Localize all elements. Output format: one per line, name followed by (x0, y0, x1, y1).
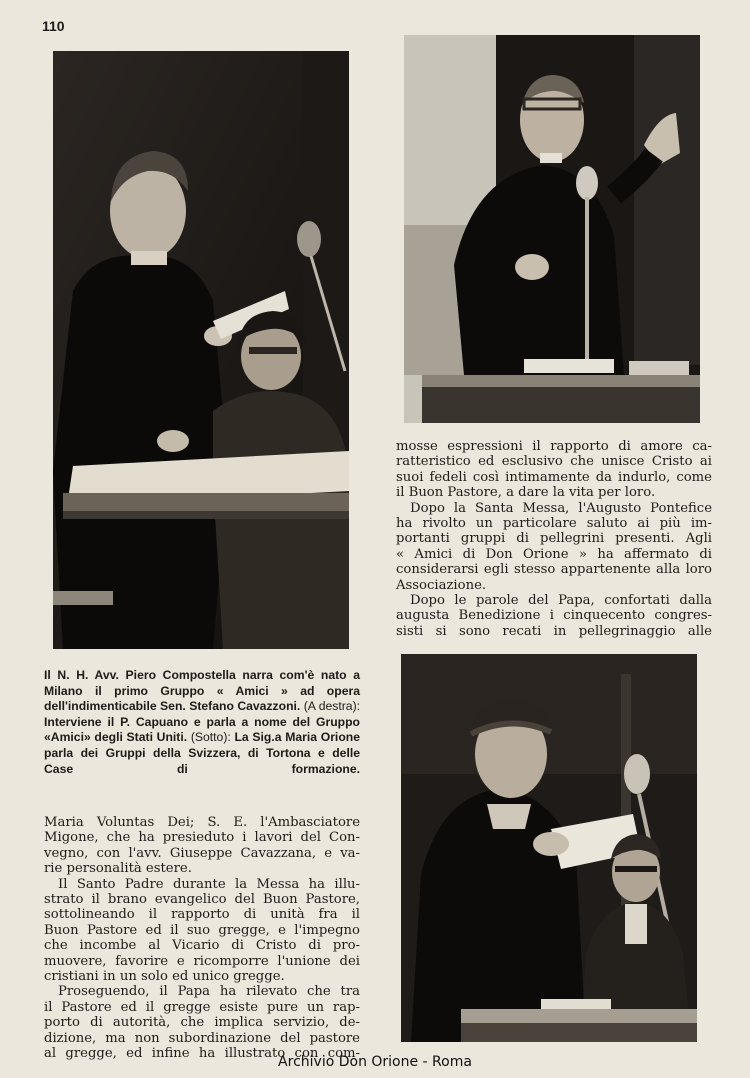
text-line: vegno, con l'avv. Giuseppe Cavazzana, e va- (44, 845, 360, 861)
text-line: porto di autorità, che implica servizio, de- (44, 1015, 360, 1031)
text-line: il Buon Pastore, a dare la vita per loro. (396, 485, 656, 501)
text-line: muovere, favorire e ricomporre l'unione dei (44, 953, 360, 969)
text-line: strato il brano evangelico del Buon Pastore, (44, 892, 360, 908)
text-line: considerarsi egli stesso appartenente alla loro (396, 562, 712, 578)
photo-capuano-speaking (404, 35, 700, 423)
text-line: Dopo le parole del Papa, confortati dalla (410, 593, 712, 609)
text-line: ratteristico ed esclusivo che unisce Cristo ai (396, 454, 712, 470)
text-line: al gregge, ed infine ha illustrato con com- (44, 1046, 360, 1062)
archive-footer: Archivio Don Orione - Roma (278, 1054, 472, 1070)
text-line: cristiani in un solo ed unico gregge. (44, 969, 285, 985)
text-line: sottolineando il rapporto di unità fra il (44, 907, 360, 923)
photo-maria-orione-speaking (401, 654, 697, 1042)
text-line: Associazione. (396, 577, 487, 593)
text-line: dizione, ma non subordinazione del pastore (44, 1030, 360, 1046)
photo-caption (44, 668, 360, 777)
caption-main: Il N. H. Avv. Piero Compostella narra com'è nato a Milano il primo Gruppo « Amici » ad opera dell'indimenticabile Sen. Stefano Cavazzoni. (44, 668, 360, 714)
caption-direction-below: (Sotto): (190, 730, 231, 745)
body-text-right-column (396, 439, 712, 639)
text-line: ha rivolto un particolare saluto ai più im- (396, 516, 712, 532)
body-text-left-column (44, 815, 360, 1062)
page-number: 110 (42, 18, 65, 34)
caption-direction-right: (A destra): (303, 699, 361, 714)
text-line: « Amici di Don Orione » ha affermato di (396, 546, 712, 562)
text-line: portanti gruppi di pellegrini presenti. Agli (396, 531, 712, 547)
text-line: Maria Voluntas Dei; S. E. l'Ambasciatore (44, 815, 360, 830)
text-line: rie personalità estere. (44, 861, 192, 877)
text-line: suoi fedeli così intimamente da indurlo, come (396, 469, 712, 485)
text-line: che incombe al Vicario di Cristo di pro- (44, 938, 360, 954)
caption-right-photo: Interviene il P. Capuano e parla a nome del Gruppo «Amici» degli Stati Uniti. (44, 714, 360, 745)
photo-compostella-speaking (53, 51, 349, 649)
text-line: Proseguendo, il Papa ha rilevato che tra (58, 984, 360, 1000)
text-line: Dopo la Santa Messa, l'Augusto Pontefice (410, 500, 712, 516)
caption-below-photo: La Sig.a Maria Orione parla dei Gruppi della Svizzera, di Tortona e delle Case di formazione. (44, 730, 360, 776)
text-line: sisti si sono recati in pellegrinaggio alle (396, 623, 712, 639)
text-line: Buon Pastore ed il suo gregge, e l'impegno (44, 922, 360, 938)
text-line: Il Santo Padre durante la Messa ha illu- (58, 876, 360, 892)
text-line: il Pastore ed il gregge esiste pure un rap- (44, 999, 360, 1015)
text-line: mosse espressioni il rapporto di amore ca- (396, 439, 712, 454)
text-line: Migone, che ha presieduto i lavori del Con- (44, 830, 360, 846)
text-line: augusta Benedizione i cinquecento congres- (396, 608, 712, 624)
